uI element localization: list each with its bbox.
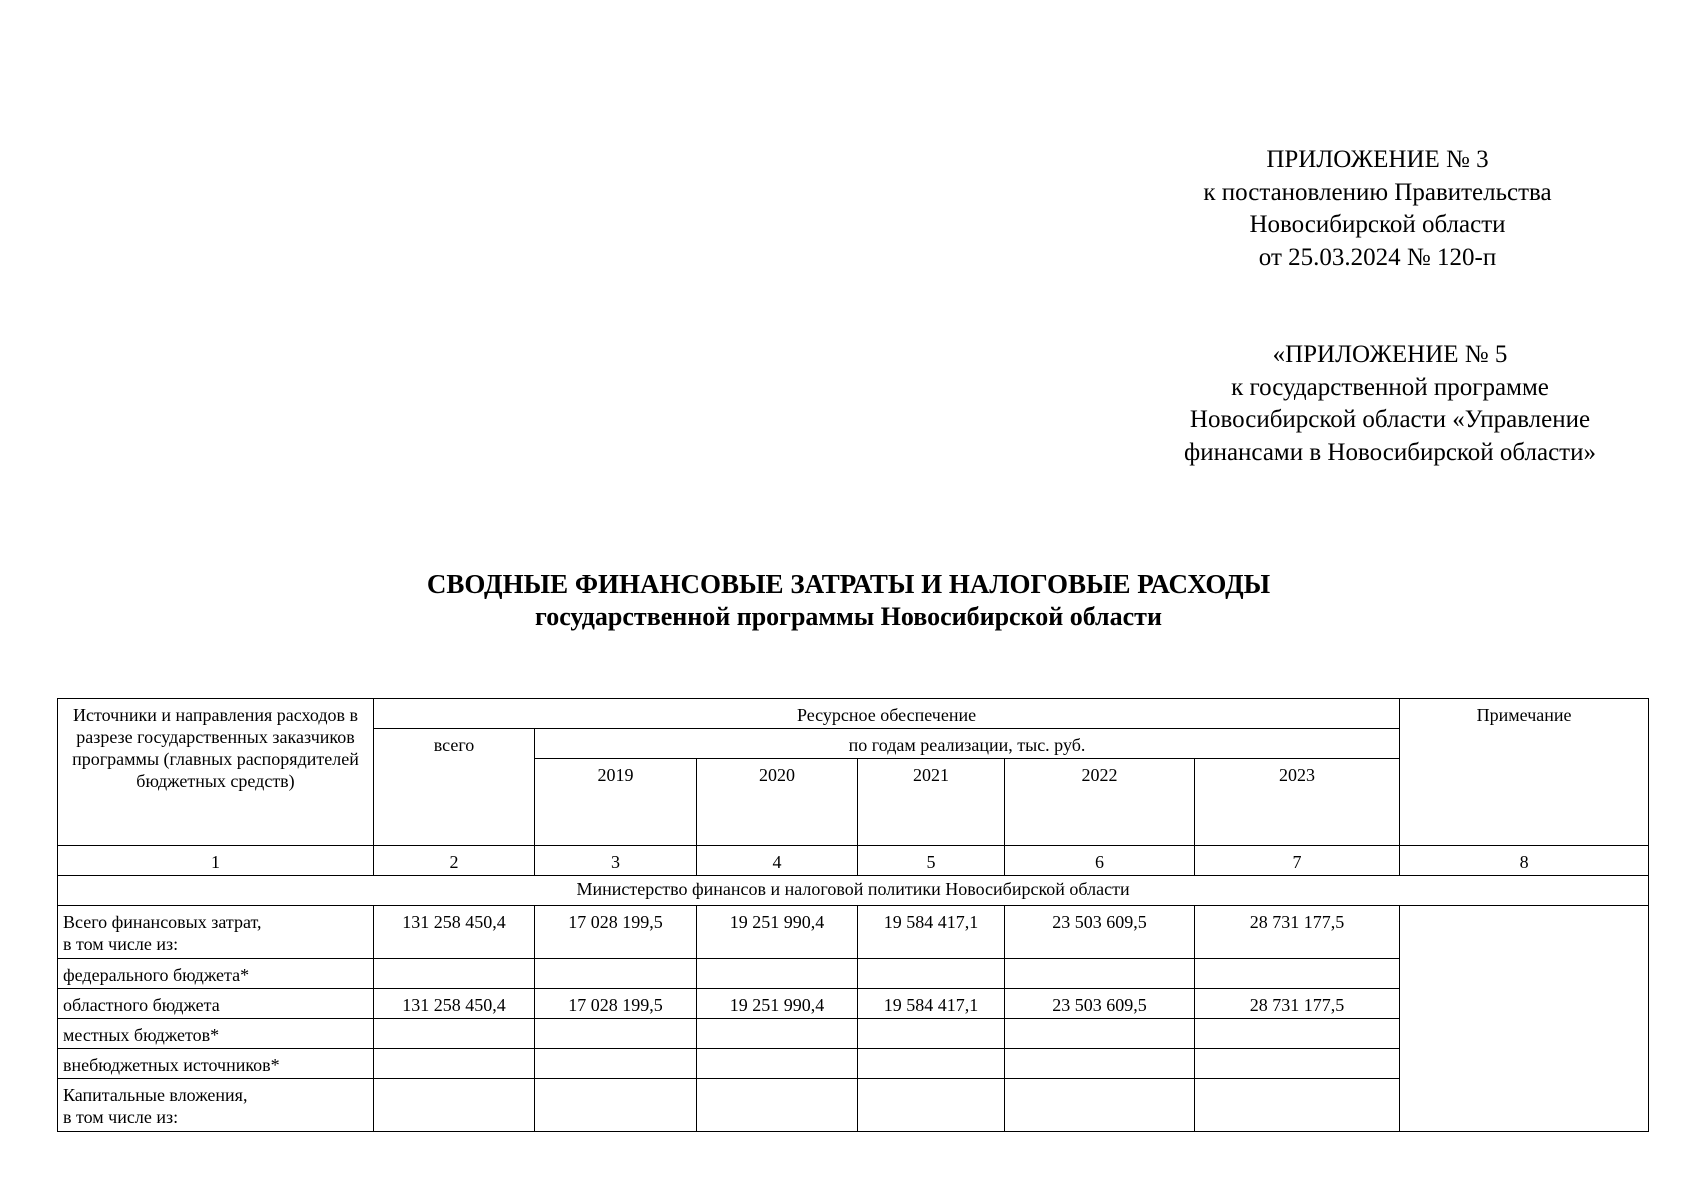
appendix-5-block bbox=[1130, 339, 1650, 469]
appendix-5-line: «ПРИЛОЖЕНИЕ № 5 bbox=[1272, 341, 1508, 368]
header-year: 2019 bbox=[535, 759, 697, 846]
value-2019 bbox=[535, 959, 697, 989]
header-total: всего bbox=[374, 729, 535, 846]
value-total: 131 258 450,4 bbox=[374, 989, 535, 1019]
value-2021: 19 584 417,1 bbox=[858, 906, 1005, 959]
value-2022 bbox=[1005, 959, 1195, 989]
value-2023 bbox=[1195, 1049, 1400, 1079]
appendix-3-line: ПРИЛОЖЕНИЕ № 3 bbox=[1266, 146, 1489, 173]
document-subtitle: государственной программы Новосибирской области bbox=[535, 602, 1162, 631]
column-number: 8 bbox=[1400, 846, 1649, 876]
column-number: 3 bbox=[535, 846, 697, 876]
appendix-3-block bbox=[1130, 144, 1625, 274]
header-note: Примечание bbox=[1400, 699, 1649, 846]
note-cell bbox=[1400, 906, 1649, 1132]
value-2022 bbox=[1005, 1019, 1195, 1049]
row-label-line: Всего финансовых затрат, bbox=[63, 912, 262, 932]
row-label bbox=[58, 1079, 374, 1132]
header-year: 2023 bbox=[1195, 759, 1400, 846]
value-2020: 19 251 990,4 bbox=[697, 989, 858, 1019]
row-label: областного бюджета bbox=[58, 989, 374, 1019]
header-year: 2020 bbox=[697, 759, 858, 846]
document-title: СВОДНЫЕ ФИНАНСОВЫЕ ЗАТРАТЫ И НАЛОГОВЫЕ РАСХОДЫ bbox=[426, 569, 1271, 599]
header-year: 2021 bbox=[858, 759, 1005, 846]
header-sources: Источники и направления расходов в разрезе государственных заказчиков программы (главных распорядителей бюджетных средств) bbox=[58, 699, 374, 846]
ministry-row: Министерство финансов и налоговой политики Новосибирской области bbox=[58, 876, 1649, 906]
table-row bbox=[58, 906, 1649, 959]
value-2019 bbox=[535, 1049, 697, 1079]
row-label-line: в том числе из: bbox=[63, 934, 179, 954]
appendix-5-line: финансами в Новосибирской области» bbox=[1184, 438, 1596, 466]
appendix-3-line: к постановлению Правительства bbox=[1203, 178, 1552, 206]
value-2023: 28 731 177,5 bbox=[1195, 906, 1400, 959]
value-2019: 17 028 199,5 bbox=[535, 906, 697, 959]
value-total bbox=[374, 1019, 535, 1049]
value-2019 bbox=[535, 1079, 697, 1132]
column-number: 4 bbox=[697, 846, 858, 876]
value-2020 bbox=[697, 1079, 858, 1132]
row-label-line: в том числе из: bbox=[63, 1107, 179, 1127]
column-numbers-row bbox=[58, 846, 1649, 876]
appendix-5-line: к государственной программе bbox=[1231, 373, 1549, 401]
row-label: федерального бюджета* bbox=[58, 959, 374, 989]
value-2021 bbox=[858, 1019, 1005, 1049]
row-label bbox=[58, 906, 374, 959]
value-2023: 28 731 177,5 bbox=[1195, 989, 1400, 1019]
value-2023 bbox=[1195, 959, 1400, 989]
header-resources: Ресурсное обеспечение bbox=[374, 699, 1400, 729]
row-label-line: Капитальные вложения, bbox=[63, 1085, 248, 1105]
appendix-3-line: от 25.03.2024 № 120-п bbox=[1258, 243, 1497, 271]
value-2023 bbox=[1195, 1019, 1400, 1049]
value-2019: 17 028 199,5 bbox=[535, 989, 697, 1019]
financial-costs-table bbox=[57, 698, 1649, 1132]
value-2022 bbox=[1005, 1049, 1195, 1079]
value-2022 bbox=[1005, 1079, 1195, 1132]
value-2020 bbox=[697, 959, 858, 989]
appendix-3-line: Новосибирской области bbox=[1249, 211, 1506, 238]
value-2023 bbox=[1195, 1079, 1400, 1132]
row-label: внебюджетных источников* bbox=[58, 1049, 374, 1079]
value-2020 bbox=[697, 1049, 858, 1079]
value-2022: 23 503 609,5 bbox=[1005, 989, 1195, 1019]
value-total: 131 258 450,4 bbox=[374, 906, 535, 959]
value-2021 bbox=[858, 959, 1005, 989]
value-2020: 19 251 990,4 bbox=[697, 906, 858, 959]
value-2020 bbox=[697, 1019, 858, 1049]
column-number: 7 bbox=[1195, 846, 1400, 876]
value-2021 bbox=[858, 1049, 1005, 1079]
column-number: 1 bbox=[58, 846, 374, 876]
value-total bbox=[374, 1049, 535, 1079]
value-2021: 19 584 417,1 bbox=[858, 989, 1005, 1019]
column-number: 2 bbox=[374, 846, 535, 876]
value-total bbox=[374, 1079, 535, 1132]
value-total bbox=[374, 959, 535, 989]
header-year: 2022 bbox=[1005, 759, 1195, 846]
appendix-5-line: Новосибирской области «Управление bbox=[1189, 406, 1591, 433]
row-label: местных бюджетов* bbox=[58, 1019, 374, 1049]
header-by-years: по годам реализации, тыс. руб. bbox=[535, 729, 1400, 759]
column-number: 6 bbox=[1005, 846, 1195, 876]
column-number: 5 bbox=[858, 846, 1005, 876]
value-2021 bbox=[858, 1079, 1005, 1132]
value-2022: 23 503 609,5 bbox=[1005, 906, 1195, 959]
value-2019 bbox=[535, 1019, 697, 1049]
